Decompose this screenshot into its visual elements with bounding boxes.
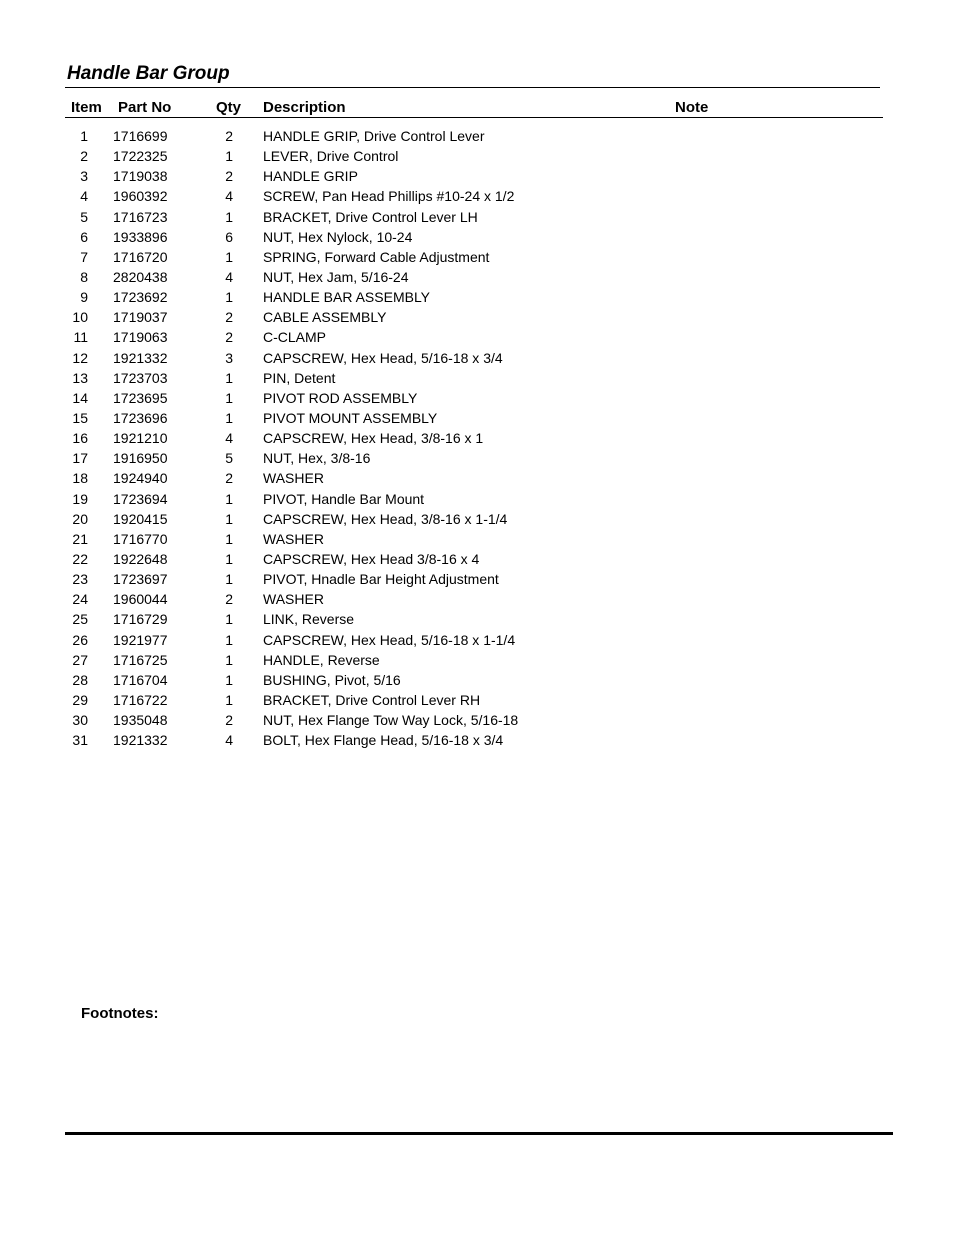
table-row [0,166,954,186]
row-part-no: 1723697 [113,571,168,588]
table-row [0,388,954,408]
row-qty: 4 [225,268,233,285]
row-part-no: 1719037 [113,309,168,326]
row-item: 31 [72,732,88,749]
row-qty: 1 [225,530,233,547]
table-row [0,650,954,670]
row-description: LINK, Reverse [263,611,355,628]
row-item: 5 [80,208,88,225]
table-row [0,489,954,509]
row-qty: 4 [225,430,233,447]
row-description: PIVOT, Handle Bar Mount [263,490,425,507]
row-description: CAPSCREW, Hex Head, 3/8-16 x 1-1/4 [263,510,508,527]
row-description: PIVOT MOUNT ASSEMBLY [263,409,438,426]
row-qty: 1 [225,671,233,688]
row-description: SPRING, Forward Cable Adjustment [263,248,490,265]
table-row [0,287,954,307]
row-description: WASHER [263,470,324,487]
row-description: NUT, Hex Jam, 5/16-24 [263,268,409,285]
row-part-no: 1716725 [113,651,168,668]
row-item: 10 [72,309,88,326]
row-qty: 2 [225,712,233,729]
row-part-no: 1921332 [113,349,168,366]
row-qty: 4 [225,188,233,205]
table-row [0,368,954,388]
row-item: 26 [72,631,88,648]
row-part-no: 1716770 [113,530,168,547]
header-qty: Qty [216,99,242,116]
row-item: 8 [80,268,88,285]
row-part-no: 1916950 [113,450,168,467]
row-part-no: 1716723 [113,208,168,225]
row-part-no: 1920415 [113,510,168,527]
row-description: PIVOT, Hnadle Bar Height Adjustment [263,571,499,588]
table-row [0,186,954,206]
row-qty: 2 [225,309,233,326]
table-row [0,408,954,428]
row-description: LEVER, Drive Control [263,148,399,165]
header-item: Item [71,99,102,116]
row-qty: 2 [225,591,233,608]
table-row [0,670,954,690]
row-item: 3 [80,168,88,185]
header-part-no: Part No [118,99,172,116]
table-row [0,630,954,650]
row-qty: 2 [225,128,233,144]
row-qty: 1 [225,651,233,668]
table-row [0,609,954,629]
row-item: 23 [72,571,88,588]
row-description: HANDLE GRIP, Drive Control Lever [263,128,485,144]
table-row [0,227,954,247]
row-description: CAPSCREW, Hex Head 3/8-16 x 4 [263,550,480,567]
row-item: 9 [80,289,88,306]
row-part-no: 1719038 [113,168,168,185]
row-qty: 2 [225,470,233,487]
row-description: HANDLE, Reverse [263,651,380,668]
table-row [0,589,954,609]
row-part-no: 1716704 [113,671,168,688]
row-description: BRACKET, Drive Control Lever RH [263,691,481,708]
row-description: BOLT, Hex Flange Head, 5/16-18 x 3/4 [263,732,504,749]
row-item: 25 [72,611,88,628]
row-item: 12 [72,349,88,366]
row-description: SCREW, Pan Head Phillips #10-24 x 1/2 [263,188,515,205]
row-qty: 1 [225,510,233,527]
table-row [0,348,954,368]
table-row [0,307,954,327]
table-row [0,327,954,347]
table-row [0,690,954,710]
table-row [0,428,954,448]
row-part-no: 2820438 [113,268,168,285]
row-description: C-CLAMP [263,329,327,346]
table-row [0,126,954,146]
row-qty: 1 [225,148,233,165]
row-qty: 1 [225,631,233,648]
row-item: 28 [72,671,88,688]
row-part-no: 1716720 [113,248,168,265]
row-part-no: 1922648 [113,550,168,567]
row-part-no: 1716722 [113,691,168,708]
table-row [0,509,954,529]
row-item: 14 [72,389,88,406]
table-row [0,730,954,750]
row-qty: 1 [225,369,233,386]
row-part-no: 1716729 [113,611,168,628]
row-description: PIN, Detent [263,369,336,386]
table-row [0,468,954,488]
table-row [0,549,954,569]
row-part-no: 1933896 [113,228,168,245]
row-part-no: 1921210 [113,430,168,447]
row-item: 11 [73,329,88,346]
row-description: NUT, Hex Flange Tow Way Lock, 5/16-18 [263,712,519,729]
row-item: 7 [80,248,88,265]
row-part-no: 1723695 [113,389,168,406]
row-qty: 1 [225,409,233,426]
row-item: 24 [72,591,88,608]
table-row [0,247,954,267]
row-item: 20 [72,510,88,527]
table-row [0,146,954,166]
page-title: Handle Bar Group [67,63,230,84]
row-item: 17 [72,450,88,467]
row-part-no: 1960392 [113,188,168,205]
header-description: Description [263,99,346,116]
row-description: WASHER [263,530,324,547]
row-item: 1 [80,128,88,144]
row-description: HANDLE GRIP [263,168,358,185]
row-description: CABLE ASSEMBLY [263,309,387,326]
row-description: BRACKET, Drive Control Lever LH [263,208,478,225]
row-item: 22 [72,550,88,567]
row-qty: 1 [225,571,233,588]
table-row [0,448,954,468]
row-qty: 6 [225,228,233,245]
row-qty: 2 [225,168,233,185]
title-rule [65,87,880,88]
row-item: 29 [72,691,88,708]
row-part-no: 1960044 [113,591,168,608]
row-part-no: 1924940 [113,470,168,487]
row-part-no: 1935048 [113,712,168,729]
row-qty: 4 [225,732,233,749]
row-qty: 1 [225,490,233,507]
row-part-no: 1723703 [113,369,168,386]
bottom-rule [65,1132,893,1135]
parts-table-body [0,126,954,750]
row-description: NUT, Hex, 3/8-16 [263,450,371,467]
row-part-no: 1723692 [113,289,168,306]
table-row [0,529,954,549]
row-part-no: 1921977 [113,631,168,648]
row-qty: 1 [225,691,233,708]
row-item: 19 [72,490,88,507]
row-part-no: 1722325 [113,148,168,165]
table-header [0,99,954,117]
row-description: NUT, Hex Nylock, 10-24 [263,228,413,245]
row-item: 6 [80,228,88,245]
row-item: 15 [72,409,88,426]
table-row [0,207,954,227]
row-description: HANDLE BAR ASSEMBLY [263,289,431,306]
row-qty: 3 [225,349,233,366]
row-qty: 1 [225,248,233,265]
row-qty: 2 [225,329,233,346]
row-qty: 1 [225,611,233,628]
table-row [0,569,954,589]
header-rule [65,117,883,118]
row-part-no: 1719063 [113,329,168,346]
row-item: 18 [72,470,88,487]
row-description: CAPSCREW, Hex Head, 5/16-18 x 1-1/4 [263,631,516,648]
row-qty: 1 [225,550,233,567]
row-description: BUSHING, Pivot, 5/16 [263,671,401,688]
row-item: 30 [72,712,88,729]
row-description: PIVOT ROD ASSEMBLY [263,389,418,406]
row-part-no: 1723694 [113,490,168,507]
row-item: 21 [72,530,88,547]
row-part-no: 1921332 [113,732,168,749]
row-qty: 1 [225,208,233,225]
row-item: 2 [80,148,88,165]
row-qty: 1 [225,389,233,406]
row-item: 13 [72,369,88,386]
row-qty: 1 [225,289,233,306]
row-description: CAPSCREW, Hex Head, 5/16-18 x 3/4 [263,349,503,366]
footnotes-label: Footnotes: [81,1005,159,1022]
table-row [0,710,954,730]
row-item: 4 [80,188,88,205]
header-note: Note [675,99,709,116]
row-item: 16 [72,430,88,447]
row-part-no: 1723696 [113,409,168,426]
row-description: WASHER [263,591,324,608]
row-description: CAPSCREW, Hex Head, 3/8-16 x 1 [263,430,484,447]
row-item: 27 [72,651,88,668]
row-qty: 5 [225,450,233,467]
table-row [0,267,954,287]
row-part-no: 1716699 [113,128,168,144]
